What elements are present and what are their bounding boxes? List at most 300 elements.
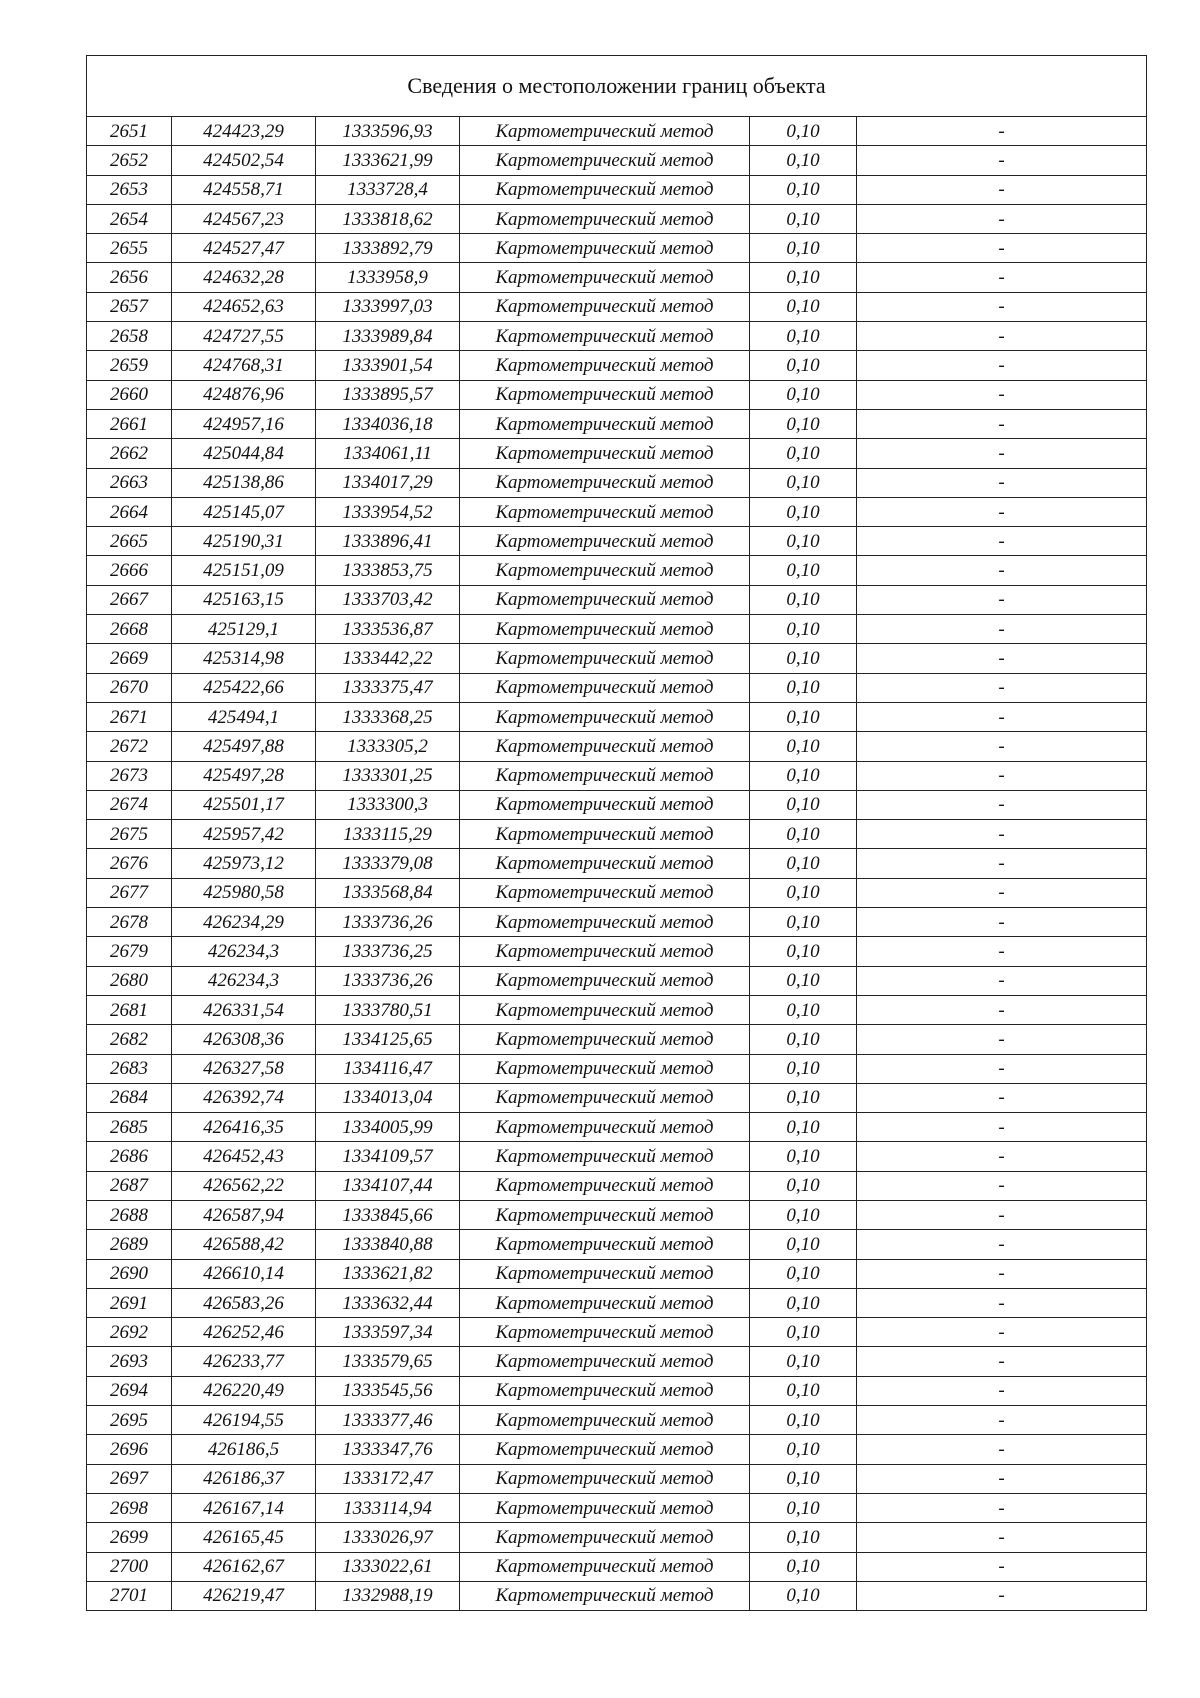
description-cell: -	[857, 1054, 1147, 1083]
point-number-cell: 2660	[87, 380, 172, 409]
coordinate-x-cell: 426583,26	[172, 1288, 316, 1317]
method-cell: Картометрический метод	[460, 1200, 750, 1229]
coordinate-y-cell: 1333989,84	[316, 322, 460, 351]
point-number-cell: 2674	[87, 790, 172, 819]
point-number-cell: 2653	[87, 175, 172, 204]
coordinate-y-cell: 1333022,61	[316, 1552, 460, 1581]
coordinate-y-cell: 1333347,76	[316, 1435, 460, 1464]
point-number-cell: 2694	[87, 1376, 172, 1405]
coordinate-x-cell: 426219,47	[172, 1581, 316, 1610]
coordinate-y-cell: 1334107,44	[316, 1171, 460, 1200]
method-cell: Картометрический метод	[460, 1025, 750, 1054]
method-cell: Картометрический метод	[460, 351, 750, 380]
coordinate-y-cell: 1333115,29	[316, 820, 460, 849]
accuracy-cell: 0,10	[750, 585, 857, 614]
coordinate-x-cell: 426327,58	[172, 1054, 316, 1083]
coordinate-y-cell: 1333579,65	[316, 1347, 460, 1376]
description-cell: -	[857, 1230, 1147, 1259]
table-row	[87, 1464, 1147, 1493]
accuracy-cell: 0,10	[750, 1054, 857, 1083]
table-row	[87, 234, 1147, 263]
coordinate-y-cell: 1333703,42	[316, 585, 460, 614]
table-row	[87, 995, 1147, 1024]
accuracy-cell: 0,10	[750, 1200, 857, 1229]
description-cell: -	[857, 585, 1147, 614]
coordinate-x-cell: 426234,3	[172, 937, 316, 966]
coordinate-x-cell: 424527,47	[172, 234, 316, 263]
coordinate-x-cell: 426186,37	[172, 1464, 316, 1493]
method-cell: Картометрический метод	[460, 1171, 750, 1200]
coordinate-y-cell: 1333377,46	[316, 1406, 460, 1435]
coordinate-x-cell: 424957,16	[172, 409, 316, 438]
coordinate-y-cell: 1333596,93	[316, 117, 460, 146]
point-number-cell: 2675	[87, 820, 172, 849]
coordinate-y-cell: 1333368,25	[316, 702, 460, 731]
table-row	[87, 175, 1147, 204]
table-row	[87, 1171, 1147, 1200]
method-cell: Картометрический метод	[460, 1288, 750, 1317]
accuracy-cell: 0,10	[750, 702, 857, 731]
description-cell: -	[857, 1025, 1147, 1054]
coordinate-x-cell: 425129,1	[172, 615, 316, 644]
coordinate-x-cell: 424876,96	[172, 380, 316, 409]
table-row	[87, 966, 1147, 995]
table-row	[87, 644, 1147, 673]
method-cell: Картометрический метод	[460, 234, 750, 263]
table-row	[87, 878, 1147, 907]
description-cell: -	[857, 409, 1147, 438]
method-cell: Картометрический метод	[460, 732, 750, 761]
description-cell: -	[857, 1523, 1147, 1552]
table-row	[87, 1435, 1147, 1464]
coordinate-x-cell: 425957,42	[172, 820, 316, 849]
description-cell: -	[857, 556, 1147, 585]
coordinate-y-cell: 1334036,18	[316, 409, 460, 438]
point-number-cell: 2671	[87, 702, 172, 731]
table-row	[87, 1230, 1147, 1259]
table-row	[87, 908, 1147, 937]
description-cell: -	[857, 644, 1147, 673]
coordinate-x-cell: 425151,09	[172, 556, 316, 585]
description-cell: -	[857, 1376, 1147, 1405]
accuracy-cell: 0,10	[750, 556, 857, 585]
coordinate-y-cell: 1333305,2	[316, 732, 460, 761]
coordinate-y-cell: 1333895,57	[316, 380, 460, 409]
table-row	[87, 1552, 1147, 1581]
coordinate-x-cell: 426234,3	[172, 966, 316, 995]
method-cell: Картометрический метод	[460, 1523, 750, 1552]
coordinate-y-cell: 1333632,44	[316, 1288, 460, 1317]
coordinate-x-cell: 424632,28	[172, 263, 316, 292]
coordinate-y-cell: 1333545,56	[316, 1376, 460, 1405]
accuracy-cell: 0,10	[750, 1318, 857, 1347]
coordinate-x-cell: 424768,31	[172, 351, 316, 380]
description-cell: -	[857, 878, 1147, 907]
point-number-cell: 2672	[87, 732, 172, 761]
accuracy-cell: 0,10	[750, 1083, 857, 1112]
description-cell: -	[857, 673, 1147, 702]
coordinate-x-cell: 426416,35	[172, 1113, 316, 1142]
accuracy-cell: 0,10	[750, 615, 857, 644]
coordinate-x-cell: 424558,71	[172, 175, 316, 204]
coordinate-x-cell: 426162,67	[172, 1552, 316, 1581]
accuracy-cell: 0,10	[750, 497, 857, 526]
point-number-cell: 2700	[87, 1552, 172, 1581]
point-number-cell: 2681	[87, 995, 172, 1024]
method-cell: Картометрический метод	[460, 1435, 750, 1464]
table-row	[87, 849, 1147, 878]
description-cell: -	[857, 1142, 1147, 1171]
method-cell: Картометрический метод	[460, 468, 750, 497]
accuracy-cell: 0,10	[750, 1464, 857, 1493]
point-number-cell: 2684	[87, 1083, 172, 1112]
point-number-cell: 2690	[87, 1259, 172, 1288]
method-cell: Картометрический метод	[460, 937, 750, 966]
accuracy-cell: 0,10	[750, 1347, 857, 1376]
table-row	[87, 761, 1147, 790]
coordinate-y-cell: 1333172,47	[316, 1464, 460, 1493]
method-cell: Картометрический метод	[460, 1054, 750, 1083]
description-cell: -	[857, 1288, 1147, 1317]
coordinate-y-cell: 1333840,88	[316, 1230, 460, 1259]
method-cell: Картометрический метод	[460, 790, 750, 819]
coordinate-y-cell: 1333853,75	[316, 556, 460, 585]
coordinate-y-cell: 1333736,26	[316, 908, 460, 937]
point-number-cell: 2667	[87, 585, 172, 614]
description-cell: -	[857, 820, 1147, 849]
table-row	[87, 351, 1147, 380]
table-row	[87, 263, 1147, 292]
table-row	[87, 204, 1147, 233]
accuracy-cell: 0,10	[750, 468, 857, 497]
point-number-cell: 2689	[87, 1230, 172, 1259]
method-cell: Картометрический метод	[460, 497, 750, 526]
accuracy-cell: 0,10	[750, 1581, 857, 1610]
point-number-cell: 2688	[87, 1200, 172, 1229]
coordinate-x-cell: 426220,49	[172, 1376, 316, 1405]
coordinate-x-cell: 424567,23	[172, 204, 316, 233]
accuracy-cell: 0,10	[750, 995, 857, 1024]
coordinate-y-cell: 1333536,87	[316, 615, 460, 644]
coordinate-y-cell: 1334061,11	[316, 439, 460, 468]
table-row	[87, 146, 1147, 175]
coordinate-x-cell: 424652,63	[172, 292, 316, 321]
table-row	[87, 1406, 1147, 1435]
coordinate-y-cell: 1333442,22	[316, 644, 460, 673]
accuracy-cell: 0,10	[750, 175, 857, 204]
table-row	[87, 1288, 1147, 1317]
coordinate-x-cell: 424423,29	[172, 117, 316, 146]
method-cell: Картометрический метод	[460, 1493, 750, 1522]
point-number-cell: 2654	[87, 204, 172, 233]
point-number-cell: 2656	[87, 263, 172, 292]
method-cell: Картометрический метод	[460, 117, 750, 146]
coordinate-x-cell: 425138,86	[172, 468, 316, 497]
point-number-cell: 2657	[87, 292, 172, 321]
point-number-cell: 2693	[87, 1347, 172, 1376]
accuracy-cell: 0,10	[750, 351, 857, 380]
description-cell: -	[857, 351, 1147, 380]
table-row	[87, 1142, 1147, 1171]
description-cell: -	[857, 1464, 1147, 1493]
description-cell: -	[857, 1200, 1147, 1229]
description-cell: -	[857, 322, 1147, 351]
coordinate-x-cell: 425163,15	[172, 585, 316, 614]
table-row	[87, 585, 1147, 614]
table-row	[87, 1054, 1147, 1083]
method-cell: Картометрический метод	[460, 761, 750, 790]
accuracy-cell: 0,10	[750, 204, 857, 233]
method-cell: Картометрический метод	[460, 322, 750, 351]
table-row	[87, 673, 1147, 702]
accuracy-cell: 0,10	[750, 1523, 857, 1552]
table-row	[87, 527, 1147, 556]
coordinate-y-cell: 1334013,04	[316, 1083, 460, 1112]
coordinate-y-cell: 1333301,25	[316, 761, 460, 790]
accuracy-cell: 0,10	[750, 1376, 857, 1405]
description-cell: -	[857, 995, 1147, 1024]
coordinate-x-cell: 425494,1	[172, 702, 316, 731]
point-number-cell: 2668	[87, 615, 172, 644]
point-number-cell: 2697	[87, 1464, 172, 1493]
method-cell: Картометрический метод	[460, 615, 750, 644]
point-number-cell: 2664	[87, 497, 172, 526]
description-cell: -	[857, 497, 1147, 526]
coordinate-x-cell: 425145,07	[172, 497, 316, 526]
accuracy-cell: 0,10	[750, 790, 857, 819]
description-cell: -	[857, 292, 1147, 321]
description-cell: -	[857, 380, 1147, 409]
coordinate-y-cell: 1333958,9	[316, 263, 460, 292]
accuracy-cell: 0,10	[750, 673, 857, 702]
point-number-cell: 2655	[87, 234, 172, 263]
description-cell: -	[857, 468, 1147, 497]
coordinate-x-cell: 426392,74	[172, 1083, 316, 1112]
table-row	[87, 1083, 1147, 1112]
coordinate-x-cell: 426233,77	[172, 1347, 316, 1376]
coordinate-y-cell: 1333114,94	[316, 1493, 460, 1522]
coordinate-x-cell: 424727,55	[172, 322, 316, 351]
table-row	[87, 615, 1147, 644]
coordinate-x-cell: 426452,43	[172, 1142, 316, 1171]
coordinate-x-cell: 425501,17	[172, 790, 316, 819]
description-cell: -	[857, 732, 1147, 761]
description-cell: -	[857, 1171, 1147, 1200]
coordinate-y-cell: 1333597,34	[316, 1318, 460, 1347]
table-row	[87, 820, 1147, 849]
point-number-cell: 2691	[87, 1288, 172, 1317]
coordinate-y-cell: 1333954,52	[316, 497, 460, 526]
point-number-cell: 2665	[87, 527, 172, 556]
coordinate-x-cell: 425497,28	[172, 761, 316, 790]
method-cell: Картометрический метод	[460, 439, 750, 468]
description-cell: -	[857, 1259, 1147, 1288]
coordinate-x-cell: 425973,12	[172, 849, 316, 878]
point-number-cell: 2695	[87, 1406, 172, 1435]
method-cell: Картометрический метод	[460, 878, 750, 907]
accuracy-cell: 0,10	[750, 1230, 857, 1259]
accuracy-cell: 0,10	[750, 644, 857, 673]
accuracy-cell: 0,10	[750, 1435, 857, 1464]
coordinate-y-cell: 1333568,84	[316, 878, 460, 907]
method-cell: Картометрический метод	[460, 380, 750, 409]
coordinate-x-cell: 426165,45	[172, 1523, 316, 1552]
description-cell: -	[857, 1318, 1147, 1347]
accuracy-cell: 0,10	[750, 380, 857, 409]
method-cell: Картометрический метод	[460, 1406, 750, 1435]
method-cell: Картометрический метод	[460, 1318, 750, 1347]
coordinate-y-cell: 1333379,08	[316, 849, 460, 878]
point-number-cell: 2682	[87, 1025, 172, 1054]
accuracy-cell: 0,10	[750, 1288, 857, 1317]
coordinate-x-cell: 426331,54	[172, 995, 316, 1024]
method-cell: Картометрический метод	[460, 1581, 750, 1610]
method-cell: Картометрический метод	[460, 1230, 750, 1259]
point-number-cell: 2680	[87, 966, 172, 995]
description-cell: -	[857, 937, 1147, 966]
method-cell: Картометрический метод	[460, 1552, 750, 1581]
method-cell: Картометрический метод	[460, 204, 750, 233]
table-row	[87, 1376, 1147, 1405]
coordinate-y-cell: 1334125,65	[316, 1025, 460, 1054]
coordinate-x-cell: 426194,55	[172, 1406, 316, 1435]
table-row	[87, 409, 1147, 438]
table-row	[87, 1025, 1147, 1054]
accuracy-cell: 0,10	[750, 117, 857, 146]
description-cell: -	[857, 263, 1147, 292]
coordinate-y-cell: 1333892,79	[316, 234, 460, 263]
coordinate-x-cell: 425497,88	[172, 732, 316, 761]
point-number-cell: 2666	[87, 556, 172, 585]
coordinate-x-cell: 426186,5	[172, 1435, 316, 1464]
description-cell: -	[857, 527, 1147, 556]
method-cell: Картометрический метод	[460, 263, 750, 292]
coordinate-x-cell: 425044,84	[172, 439, 316, 468]
method-cell: Картометрический метод	[460, 1113, 750, 1142]
description-cell: -	[857, 908, 1147, 937]
description-cell: -	[857, 615, 1147, 644]
coordinate-y-cell: 1333300,3	[316, 790, 460, 819]
point-number-cell: 2698	[87, 1493, 172, 1522]
coordinate-x-cell: 426252,46	[172, 1318, 316, 1347]
description-cell: -	[857, 175, 1147, 204]
accuracy-cell: 0,10	[750, 146, 857, 175]
table-row	[87, 439, 1147, 468]
description-cell: -	[857, 204, 1147, 233]
accuracy-cell: 0,10	[750, 439, 857, 468]
description-cell: -	[857, 439, 1147, 468]
method-cell: Картометрический метод	[460, 556, 750, 585]
point-number-cell: 2678	[87, 908, 172, 937]
coordinate-y-cell: 1333026,97	[316, 1523, 460, 1552]
accuracy-cell: 0,10	[750, 1493, 857, 1522]
accuracy-cell: 0,10	[750, 527, 857, 556]
point-number-cell: 2658	[87, 322, 172, 351]
point-number-cell: 2676	[87, 849, 172, 878]
point-number-cell: 2692	[87, 1318, 172, 1347]
point-number-cell: 2683	[87, 1054, 172, 1083]
coordinate-y-cell: 1333621,82	[316, 1259, 460, 1288]
method-cell: Картометрический метод	[460, 644, 750, 673]
table-body	[87, 117, 1147, 1611]
method-cell: Картометрический метод	[460, 820, 750, 849]
coordinate-y-cell: 1333818,62	[316, 204, 460, 233]
method-cell: Картометрический метод	[460, 585, 750, 614]
method-cell: Картометрический метод	[460, 527, 750, 556]
accuracy-cell: 0,10	[750, 234, 857, 263]
table-row	[87, 322, 1147, 351]
coordinate-x-cell: 424502,54	[172, 146, 316, 175]
boundary-coordinates-table	[86, 55, 1147, 1611]
coordinate-y-cell: 1333375,47	[316, 673, 460, 702]
point-number-cell: 2651	[87, 117, 172, 146]
description-cell: -	[857, 849, 1147, 878]
table-row	[87, 117, 1147, 146]
table-row	[87, 1347, 1147, 1376]
accuracy-cell: 0,10	[750, 732, 857, 761]
method-cell: Картометрический метод	[460, 1142, 750, 1171]
coordinate-x-cell: 426308,36	[172, 1025, 316, 1054]
coordinate-y-cell: 1333736,26	[316, 966, 460, 995]
coordinate-y-cell: 1333901,54	[316, 351, 460, 380]
accuracy-cell: 0,10	[750, 1552, 857, 1581]
accuracy-cell: 0,10	[750, 292, 857, 321]
point-number-cell: 2670	[87, 673, 172, 702]
description-cell: -	[857, 1493, 1147, 1522]
method-cell: Картометрический метод	[460, 1376, 750, 1405]
description-cell: -	[857, 1083, 1147, 1112]
method-cell: Картометрический метод	[460, 1083, 750, 1112]
description-cell: -	[857, 146, 1147, 175]
accuracy-cell: 0,10	[750, 761, 857, 790]
coordinate-y-cell: 1334005,99	[316, 1113, 460, 1142]
table-row	[87, 937, 1147, 966]
point-number-cell: 2661	[87, 409, 172, 438]
method-cell: Картометрический метод	[460, 908, 750, 937]
description-cell: -	[857, 1581, 1147, 1610]
method-cell: Картометрический метод	[460, 292, 750, 321]
table-row	[87, 1523, 1147, 1552]
coordinate-x-cell: 425314,98	[172, 644, 316, 673]
table-row	[87, 1259, 1147, 1288]
accuracy-cell: 0,10	[750, 908, 857, 937]
description-cell: -	[857, 966, 1147, 995]
coordinate-y-cell: 1332988,19	[316, 1581, 460, 1610]
point-number-cell: 2696	[87, 1435, 172, 1464]
table-row	[87, 497, 1147, 526]
table-row	[87, 1493, 1147, 1522]
description-cell: -	[857, 1406, 1147, 1435]
method-cell: Картометрический метод	[460, 175, 750, 204]
point-number-cell: 2679	[87, 937, 172, 966]
point-number-cell: 2677	[87, 878, 172, 907]
coordinate-x-cell: 426587,94	[172, 1200, 316, 1229]
table-row	[87, 790, 1147, 819]
coordinate-y-cell: 1334109,57	[316, 1142, 460, 1171]
point-number-cell: 2669	[87, 644, 172, 673]
point-number-cell: 2686	[87, 1142, 172, 1171]
point-number-cell: 2659	[87, 351, 172, 380]
table-row	[87, 1318, 1147, 1347]
method-cell: Картометрический метод	[460, 966, 750, 995]
coordinate-x-cell: 425980,58	[172, 878, 316, 907]
point-number-cell: 2701	[87, 1581, 172, 1610]
accuracy-cell: 0,10	[750, 1113, 857, 1142]
method-cell: Картометрический метод	[460, 673, 750, 702]
coordinate-y-cell: 1333845,66	[316, 1200, 460, 1229]
coordinate-y-cell: 1334017,29	[316, 468, 460, 497]
document-title: Сведения о местоположении границ объекта	[87, 56, 1147, 117]
